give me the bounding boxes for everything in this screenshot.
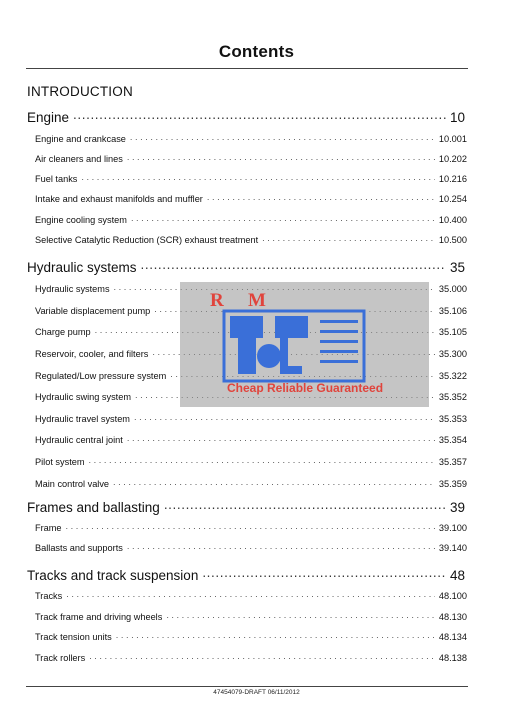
- toc-entry-page: 35.105: [438, 327, 467, 338]
- toc-section-page: 39: [449, 499, 465, 515]
- toc-entry-page: 39.100: [438, 523, 467, 534]
- toc-entry[interactable]: [35, 193, 467, 204]
- dot-leader: [141, 258, 446, 272]
- watermark-letter-r: R: [210, 290, 224, 311]
- toc-entry-label: Regulated/Low pressure system: [35, 370, 167, 381]
- toc-entry-page: 10.001: [438, 134, 467, 145]
- toc-entry-page: 35.354: [438, 435, 467, 446]
- toc-entry-page: 48.134: [438, 632, 467, 643]
- toc-entry-label: Track frame and driving wheels: [35, 611, 163, 622]
- toc-entry-label: Variable displacement pump: [35, 305, 151, 316]
- toc-entry-page: 10.500: [438, 234, 467, 245]
- toc-entry-page: 35.322: [438, 370, 467, 381]
- dot-leader: [116, 631, 435, 640]
- toc-entry[interactable]: [35, 522, 467, 533]
- dot-leader: [127, 153, 435, 162]
- toc-section-label: Frames and ballasting: [27, 499, 160, 515]
- watermark-tagline: Cheap Reliable Guaranteed: [227, 381, 384, 395]
- toc-entry[interactable]: [35, 153, 467, 164]
- toc-entry[interactable]: [35, 542, 467, 553]
- toc-entry-label: Reservoir, cooler, and filters: [35, 348, 149, 359]
- toc-section-page: 48: [449, 567, 465, 583]
- toc-entry-page: 35.359: [438, 478, 467, 489]
- toc-entry-label: Ballasts and supports: [35, 543, 123, 554]
- dot-leader: [66, 522, 435, 531]
- toc-entry-page: 35.352: [438, 392, 467, 403]
- toc-entry-label: Track tension units: [35, 632, 112, 643]
- toc-entry-page: 10.400: [438, 214, 467, 225]
- toc-entry-label: Tracks: [35, 591, 63, 602]
- toc-section[interactable]: [27, 498, 467, 515]
- toc-entry[interactable]: [35, 173, 467, 184]
- toc-entry[interactable]: [35, 611, 467, 622]
- dot-leader: [207, 193, 435, 202]
- toc-entry-page: 35.106: [438, 305, 467, 316]
- toc-entry-page: 10.216: [438, 174, 467, 185]
- footer-rule: [26, 686, 468, 687]
- dot-leader: [73, 108, 446, 122]
- watermark: [180, 282, 429, 407]
- toc-entry-page: 48.138: [438, 652, 467, 663]
- dot-leader: [202, 566, 446, 580]
- toc-entry-page: 35.300: [438, 348, 467, 359]
- dot-leader: [81, 173, 435, 182]
- toc-entry[interactable]: [35, 652, 467, 663]
- dot-leader: [131, 213, 435, 222]
- toc-section-page: 10: [449, 109, 465, 125]
- toc-section-page: 35: [449, 259, 465, 275]
- toc-entry-page: 35.357: [438, 456, 467, 467]
- toc-entry-label: Selective Catalytic Reduction (SCR) exhaust treatment: [35, 234, 259, 245]
- toc-entry-label: Main control valve: [35, 478, 110, 489]
- toc-entry-label: Hydraulic central joint: [35, 435, 123, 446]
- dot-leader: [89, 652, 435, 661]
- toc-entry-label: Hydraulic travel system: [35, 413, 130, 424]
- dot-leader: [113, 477, 435, 486]
- toc-entry[interactable]: [35, 133, 467, 144]
- footer-code: 47454079-DRAFT 06/11/2012: [213, 689, 300, 696]
- dot-leader: [166, 611, 435, 620]
- toc-section[interactable]: [27, 258, 467, 275]
- watermark-letter-m: M: [248, 290, 266, 311]
- toc-entry-page: 48.100: [438, 591, 467, 602]
- page-title: Contents: [218, 42, 295, 61]
- toc-entry[interactable]: [35, 477, 467, 488]
- intro-heading: INTRODUCTION: [27, 84, 133, 99]
- toc-entry[interactable]: [35, 213, 467, 224]
- toc-entry-label: Engine cooling system: [35, 214, 127, 225]
- toc-entry-label: Hydraulic systems: [35, 284, 110, 295]
- toc-section-label: Engine: [27, 109, 70, 125]
- toc-entry-page: 10.202: [438, 154, 467, 165]
- toc-entry-label: Fuel tanks: [35, 174, 78, 185]
- toc-section[interactable]: [27, 566, 467, 583]
- toc-entry-label: Charge pump: [35, 327, 91, 338]
- toc-entry-page: 48.130: [438, 611, 467, 622]
- toc-entry[interactable]: [35, 434, 467, 445]
- dot-leader: [89, 456, 435, 465]
- dot-leader: [164, 498, 446, 512]
- toc-entry-label: Air cleaners and lines: [35, 154, 123, 165]
- toc-entry[interactable]: [35, 234, 467, 245]
- toc-entry-label: Pilot system: [35, 456, 85, 467]
- dot-leader: [262, 234, 435, 243]
- toc-entry-label: Hydraulic swing system: [35, 392, 131, 403]
- title-rule: [26, 68, 468, 69]
- toc-entry-page: 39.140: [438, 543, 467, 554]
- dot-leader: [134, 413, 435, 422]
- toc-entry[interactable]: [35, 456, 467, 467]
- dot-leader: [127, 434, 435, 443]
- dot-leader: [66, 590, 435, 599]
- toc-section-label: Tracks and track suspension: [27, 567, 199, 583]
- dot-leader: [130, 133, 435, 142]
- toc-entry-page: 10.254: [438, 194, 467, 205]
- toc-section-label: Hydraulic systems: [27, 259, 137, 275]
- toc-entry-page: 35.000: [438, 284, 467, 295]
- rm-logo-icon: [180, 282, 429, 407]
- toc-entry-label: Track rollers: [35, 652, 86, 663]
- toc-entry[interactable]: [35, 413, 467, 424]
- toc-entry-label: Frame: [35, 523, 62, 534]
- toc-entry[interactable]: [35, 631, 467, 642]
- toc-section[interactable]: [27, 108, 467, 125]
- dot-leader: [127, 542, 435, 551]
- toc-entry-label: Intake and exhaust manifolds and muffler: [35, 194, 203, 205]
- toc-entry-label: Engine and crankcase: [35, 134, 126, 145]
- toc-entry-page: 35.353: [438, 413, 467, 424]
- toc-entry[interactable]: [35, 590, 467, 601]
